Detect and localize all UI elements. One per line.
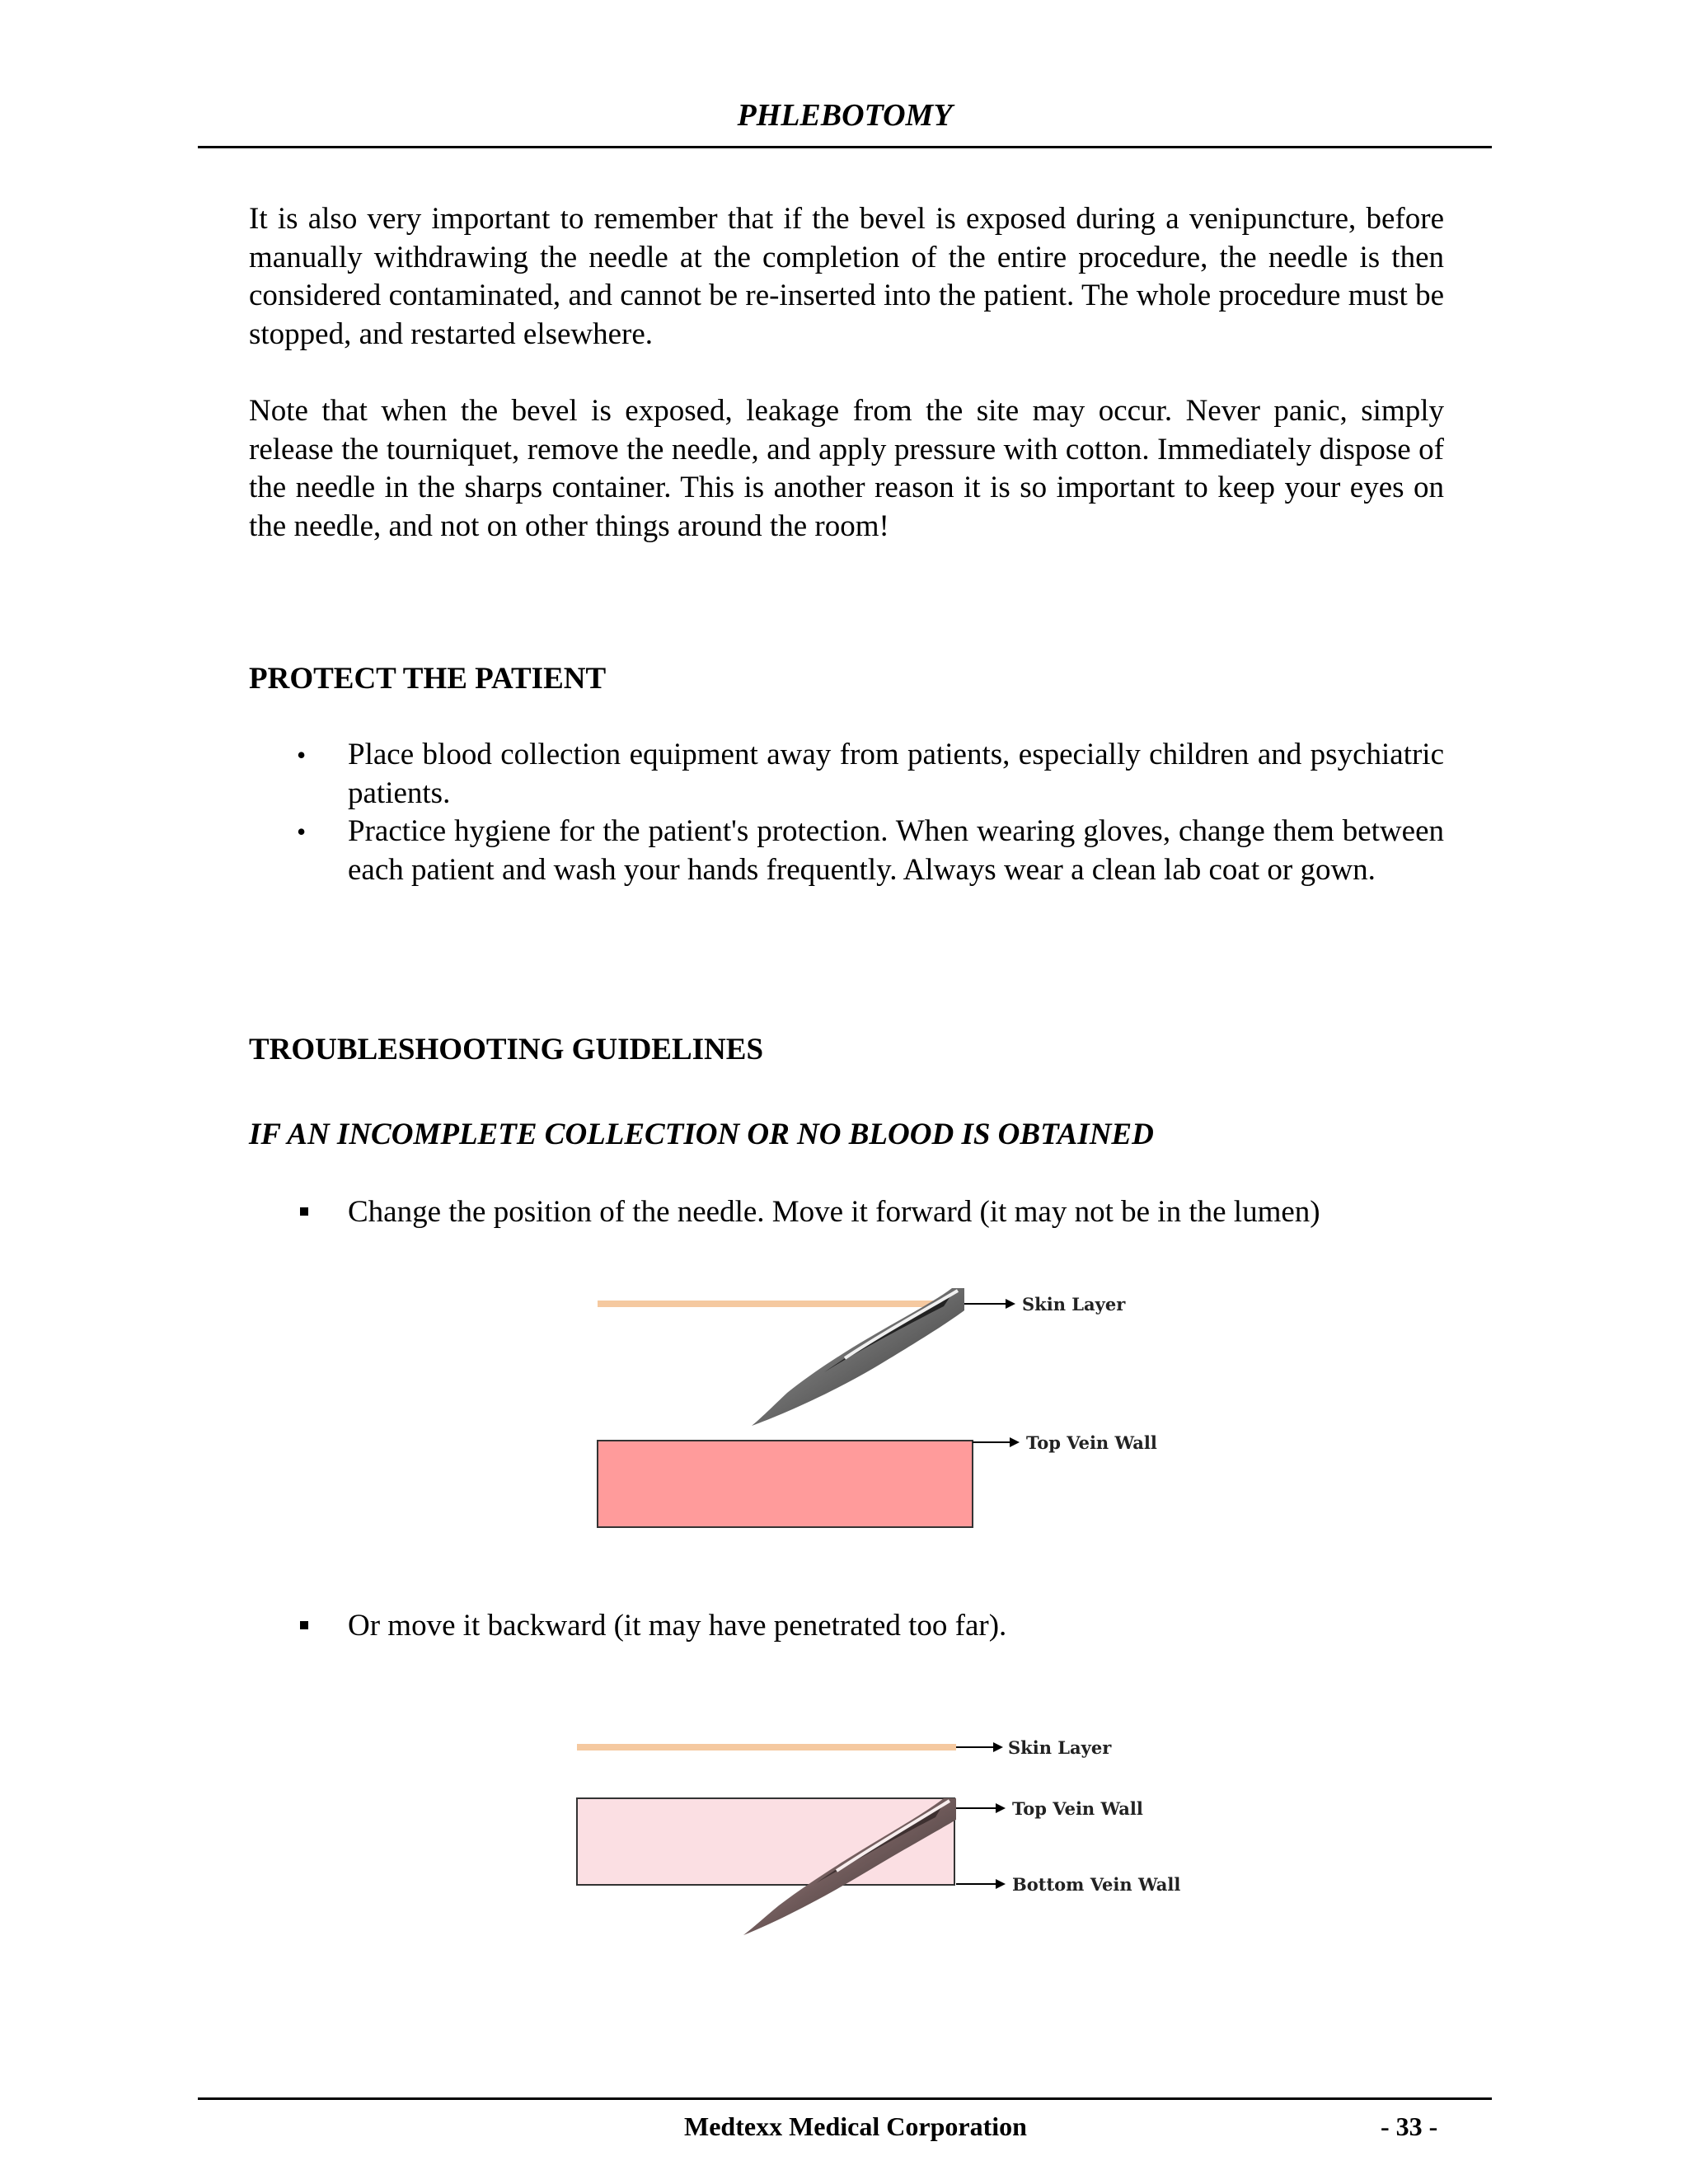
footer-company: Medtexx Medical Corporation: [684, 2111, 1027, 2141]
protect-list: [249, 736, 1444, 889]
vein-rect: [598, 1441, 973, 1527]
list-item: [249, 736, 1444, 813]
list-item: [249, 1607, 1444, 1646]
bullet-square-icon: [300, 1621, 308, 1629]
intro-paragraph-1: It is also very important to remember that if the bevel is exposed during a venipuncture, before manually withdrawing the needle at the completion of the entire procedure, the needle is then considered contaminated, and cannot be re-inserted into the patient. The whole procedure must be stopped, and restarted elsewhere.: [249, 202, 1444, 351]
page-number: - 33 -: [1381, 2111, 1438, 2141]
step-list-1: [249, 1193, 1444, 1232]
intro-paragraph-2: Note that when the bevel is exposed, leakage from the site may occur. Never panic, simply release the tourniquet, remove the needle, and apply pressure with cotton. Immediately dispose of the needle in the sharps container. This is another reason it is so important to keep your eyes on the needle, and not on other things around the room!: [249, 394, 1444, 543]
protect-heading: PROTECT THE PATIENT: [249, 662, 607, 696]
top-vein-wall-label: Top Vein Wall: [1012, 1798, 1143, 1819]
bullet-dot-icon: •: [297, 817, 307, 846]
footer-rule: [198, 2097, 1492, 2100]
step-backward-text: Or move it backward (it may have penetrated too far).: [348, 1609, 1007, 1643]
step-forward-text: Change the position of the needle. Move it forward (it may not be in the lumen): [348, 1195, 1320, 1229]
bullet-dot-icon: •: [297, 740, 307, 770]
list-item: [249, 1193, 1444, 1232]
skin-layer-label: Skin Layer: [1022, 1294, 1126, 1315]
needle-icon: [752, 1288, 964, 1426]
bottom-vein-wall-label: Bottom Vein Wall: [1012, 1874, 1181, 1895]
step-list-2: [249, 1607, 1444, 1646]
header-rule: [198, 146, 1492, 148]
protect-item-2: Practice hygiene for the patient's protection. When wearing gloves, change them between each patient and wash your hands frequently. Always wear a clean lab coat or gown.: [348, 814, 1444, 887]
needle-backward-diagram: [569, 1714, 1195, 1953]
troubleshooting-heading: TROUBLESHOOTING GUIDELINES: [249, 1033, 764, 1066]
skin-layer-line: [598, 1301, 960, 1307]
skin-layer-line: [577, 1744, 956, 1750]
needle-forward-diagram: [577, 1261, 1203, 1558]
incomplete-collection-subheading: IF AN INCOMPLETE COLLECTION OR NO BLOOD IS OBTAINED: [249, 1118, 1154, 1151]
list-item: [249, 813, 1444, 889]
page-header-title: PHLEBOTOMY: [737, 98, 953, 133]
protect-item-1: Place blood collection equipment away from patients, especially children and psychiatric patients.: [348, 738, 1444, 810]
bullet-square-icon: [300, 1207, 308, 1216]
top-vein-wall-label: Top Vein Wall: [1026, 1432, 1157, 1453]
skin-layer-label: Skin Layer: [1008, 1737, 1112, 1758]
